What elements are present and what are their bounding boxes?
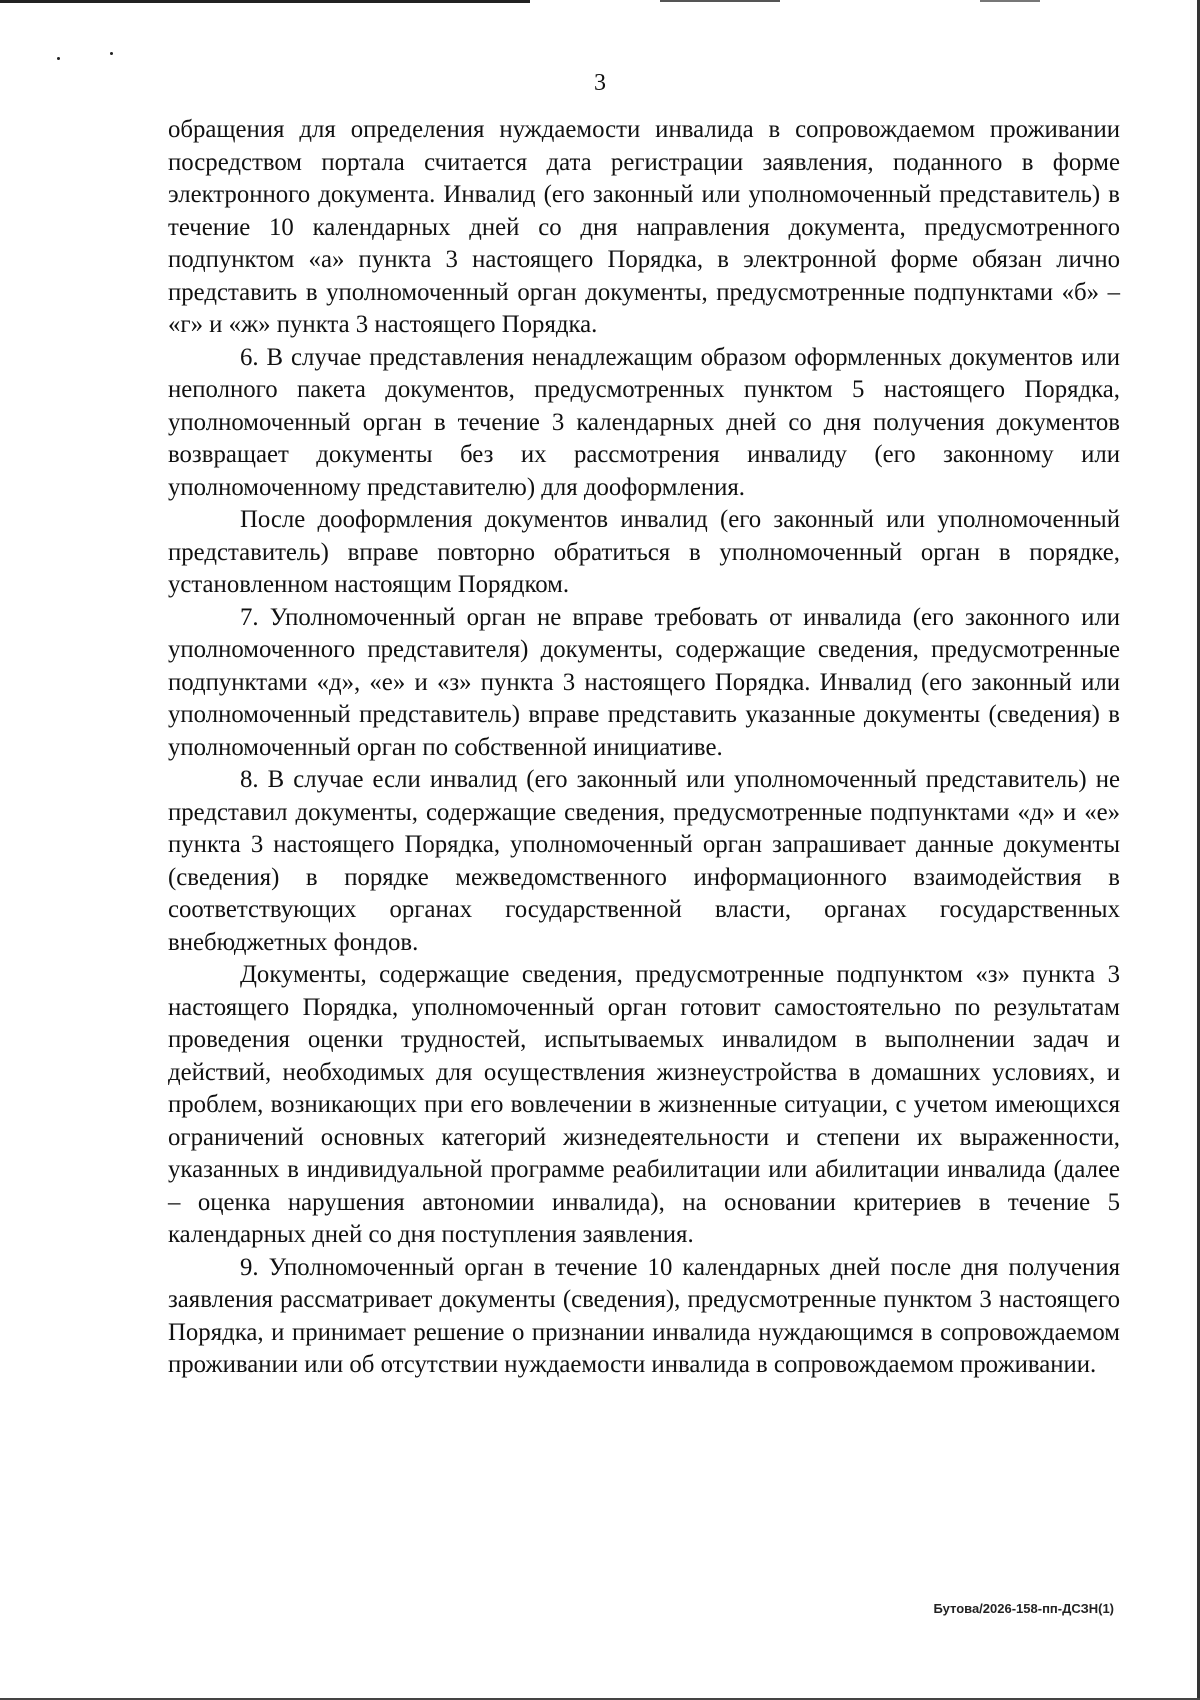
scan-artifact-top-line	[660, 0, 780, 2]
scan-artifact-top-line	[980, 0, 1040, 2]
scan-artifact-dot	[57, 57, 60, 60]
paragraph-item-6: 6. В случае представления ненадлежащим образом оформленных документов или неполного пакета документов, предусмотренных пунктом 5 настоящего Порядка, уполномоченный орган в течение 3 календарных дней со дня получения документов возвращает документы без их рассмотрения инвалиду (его законному или уполномоченному представителю) для дооформления.	[168, 343, 1120, 501]
paragraph-documents-z: Документы, содержащие сведения, предусмотренные подпунктом «з» пункта 3 настоящего Порядка, уполномоченный орган готовит самостоятельно по результатам проведения оценки трудностей, испытываемых инвалидом в выполнении задач и действий, необходимых для осуществления жизнеустройства в домашних условиях, и проблем, возникающих при его вовлечении в жизненные ситуации, с учетом имеющихся ограничений основных категорий жизнедеятельности и степени их выраженности, указанных в индивидуальной программе реабилитации или абилитации инвалида (далее – оценка нарушения автономии инвалида), на основании критериев в течение 5 календарных дней со дня поступления заявления.	[168, 961, 1120, 1248]
paragraph-item-9: 9. Уполномоченный орган в течение 10 календарных дней после дня получения заявления рассматривает документы (сведения), предусмотренные пунктом 3 настоящего Порядка, и принимает решение о признании инвалида нуждающимся в сопровождаемом проживании или об отсутствии нуждаемости инвалида в сопровождаемом проживании.	[168, 1253, 1120, 1378]
paragraph-item-8: 8. В случае если инвалид (его законный или уполномоченный представитель) не представил документы, содержащие сведения, предусмотренные подпунктами «д» и «е» пункта 3 настоящего Порядка, уполномоченный орган запрашивает данные документы (сведения) в порядке межведомственного информационного взаимодействия в соответствующих органах государственной власти, органах государственных внебюджетных фондов.	[168, 766, 1120, 956]
page-number: 3	[594, 70, 606, 96]
scan-artifact-dot	[110, 52, 113, 55]
paragraph-continuation: обращения для определения нуждаемости инвалида в сопровождаемом проживании посредством портала считается дата регистрации заявления, поданного в форме электронного документа. Инвалид (его законный или уполномоченный представитель) в течение 10 календарных дней со дня направления документа, предусмотренного подпунктом «а» пункта 3 настоящего Порядка, в электронной форме обязан лично представить в уполномоченный орган документы, предусмотренные подпунктами «б» – «г» и «ж» пункта 3 настоящего Порядка.	[168, 116, 1120, 338]
document-body	[168, 114, 1120, 1382]
paragraph-item-7: 7. Уполномоченный орган не вправе требовать от инвалида (его законного или уполномоченного представителя) документы, содержащие сведения, предусмотренные подпунктами «д», «е» и «з» пункта 3 настоящего Порядка. Инвалид (его законный или уполномоченный представитель) вправе представить указанные документы (сведения) в уполномоченный орган по собственной инициативе.	[168, 603, 1120, 761]
document-registration-code: Бутова/2026-158-пп-ДСЗН(1)	[933, 1601, 1114, 1616]
paragraph-after-reformatting: После дооформления документов инвалид (его законный или уполномоченный представитель) вправе повторно обратиться в уполномоченный орган в порядке, установленном настоящим Порядком.	[168, 506, 1120, 598]
scan-artifact-top-line	[0, 0, 530, 3]
